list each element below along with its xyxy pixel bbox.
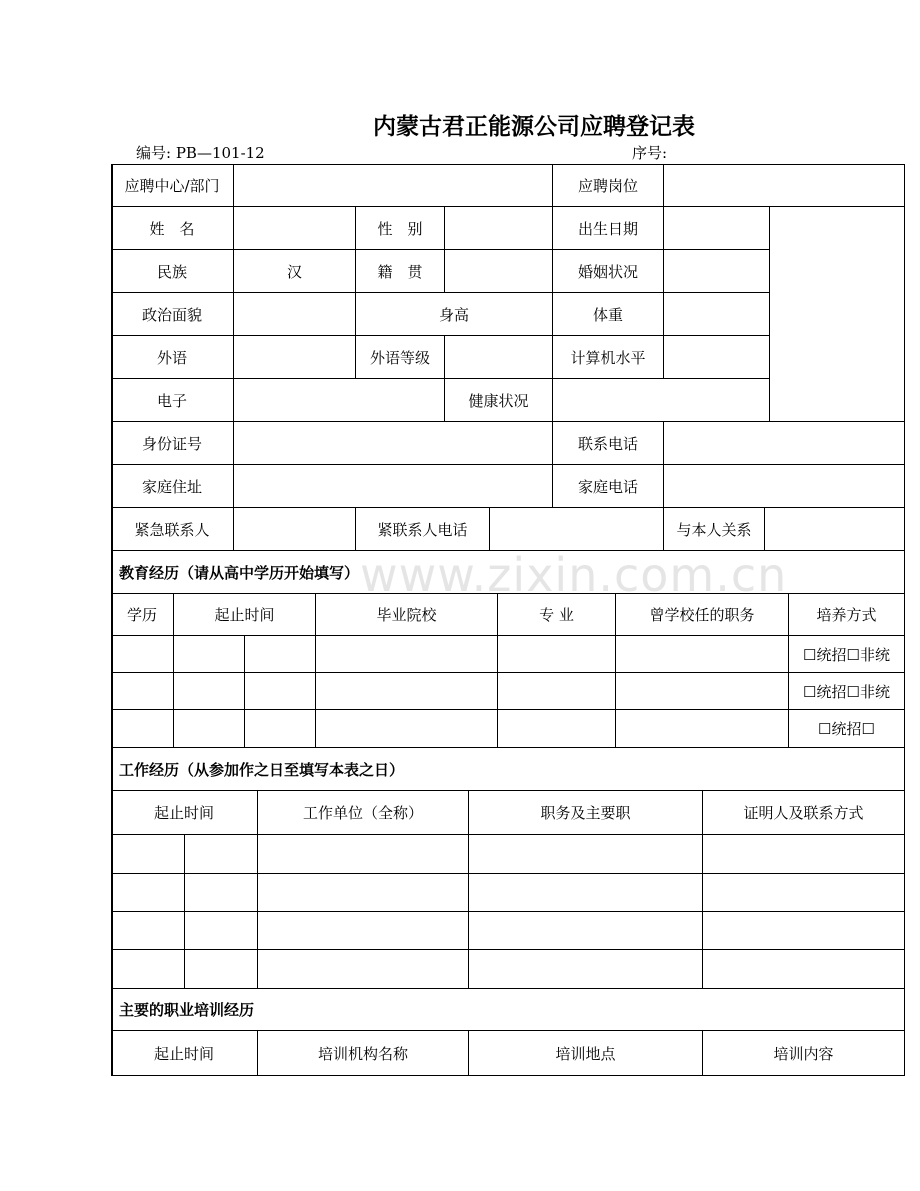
- native-place-field[interactable]: [445, 250, 553, 293]
- training-header-content: 培训内容: [703, 1031, 905, 1076]
- apply-position-field[interactable]: [664, 164, 905, 207]
- work-cell[interactable]: [111, 835, 185, 874]
- email-label: 电子: [111, 379, 234, 422]
- training-header-period: 起止时间: [111, 1031, 258, 1076]
- work-cell[interactable]: [469, 912, 703, 950]
- photo-area[interactable]: [770, 207, 905, 422]
- ethnicity-label: 民族: [111, 250, 234, 293]
- phone-label: 联系电话: [553, 422, 664, 465]
- edu-cell[interactable]: [316, 710, 498, 748]
- work-cell[interactable]: [469, 950, 703, 989]
- emergency-contact-field[interactable]: [234, 508, 356, 551]
- apply-position-label: 应聘岗位: [553, 164, 664, 207]
- edu-cell[interactable]: [316, 636, 498, 673]
- work-cell[interactable]: [703, 950, 905, 989]
- edu-cell[interactable]: [245, 710, 316, 748]
- address-field[interactable]: [234, 465, 553, 508]
- work-header-employer: 工作单位（全称）: [258, 791, 469, 835]
- work-header-duties: 职务及主要职: [469, 791, 703, 835]
- height-label: 身高: [356, 293, 553, 336]
- work-cell[interactable]: [469, 874, 703, 912]
- work-cell[interactable]: [258, 912, 469, 950]
- gender-label: 性 别: [356, 207, 445, 250]
- edu-cell[interactable]: [174, 710, 245, 748]
- computer-label: 计算机水平: [553, 336, 664, 379]
- edu-cell[interactable]: [174, 636, 245, 673]
- edu-cell[interactable]: [616, 636, 789, 673]
- edu-cell[interactable]: [498, 636, 616, 673]
- apply-center-label: 应聘中心/部门: [111, 164, 234, 207]
- relation-field[interactable]: [765, 508, 905, 551]
- lang-level-field[interactable]: [445, 336, 553, 379]
- edu-header-period: 起止时间: [174, 594, 316, 636]
- marital-label: 婚姻状况: [553, 250, 664, 293]
- work-cell[interactable]: [703, 874, 905, 912]
- foreign-lang-field[interactable]: [234, 336, 356, 379]
- edu-header-degree: 学历: [111, 594, 174, 636]
- work-cell[interactable]: [185, 950, 258, 989]
- work-cell[interactable]: [258, 950, 469, 989]
- computer-field[interactable]: [664, 336, 770, 379]
- birthdate-field[interactable]: [664, 207, 770, 250]
- edu-cell[interactable]: [174, 673, 245, 710]
- form-code: 编号: PB—101-12: [136, 144, 265, 162]
- work-cell[interactable]: [185, 874, 258, 912]
- birthdate-label: 出生日期: [553, 207, 664, 250]
- relation-label: 与本人关系: [664, 508, 765, 551]
- edu-cell[interactable]: [111, 636, 174, 673]
- political-field[interactable]: [234, 293, 356, 336]
- training-section-title: 主要的职业培训经历: [111, 989, 905, 1031]
- watermark: www.zixin.com.cn: [360, 548, 788, 602]
- work-cell[interactable]: [258, 835, 469, 874]
- name-label: 姓 名: [111, 207, 234, 250]
- edu-cell[interactable]: [111, 673, 174, 710]
- training-mode-checkbox[interactable]: ☐统招☐非统: [789, 673, 905, 710]
- training-mode-checkbox[interactable]: ☐统招☐非统: [789, 636, 905, 673]
- edu-cell[interactable]: [498, 710, 616, 748]
- training-mode-checkbox[interactable]: ☐统招☐: [789, 710, 905, 748]
- marital-field[interactable]: [664, 250, 770, 293]
- emergency-contact-label: 紧急联系人: [111, 508, 234, 551]
- ethnicity-field[interactable]: 汉: [234, 250, 356, 293]
- home-phone-field[interactable]: [664, 465, 905, 508]
- work-cell[interactable]: [185, 835, 258, 874]
- health-field[interactable]: [553, 379, 770, 422]
- foreign-lang-label: 外语: [111, 336, 234, 379]
- education-section-title: 教育经历（请从高中学历开始填写）: [111, 551, 905, 594]
- native-place-label: 籍 贯: [356, 250, 445, 293]
- weight-label: 体重: [553, 293, 664, 336]
- weight-field[interactable]: [664, 293, 770, 336]
- edu-cell[interactable]: [245, 673, 316, 710]
- lang-level-label: 外语等级: [356, 336, 445, 379]
- email-field[interactable]: [234, 379, 445, 422]
- training-header-location: 培训地点: [469, 1031, 703, 1076]
- work-cell[interactable]: [111, 912, 185, 950]
- name-field[interactable]: [234, 207, 356, 250]
- edu-cell[interactable]: [616, 673, 789, 710]
- emergency-phone-field[interactable]: [490, 508, 664, 551]
- home-phone-label: 家庭电话: [553, 465, 664, 508]
- edu-cell[interactable]: [616, 710, 789, 748]
- edu-header-school: 毕业院校: [316, 594, 498, 636]
- health-label: 健康状况: [445, 379, 553, 422]
- work-header-period: 起止时间: [111, 791, 258, 835]
- political-label: 政治面貌: [111, 293, 234, 336]
- edu-header-mode: 培养方式: [789, 594, 905, 636]
- edu-cell[interactable]: [498, 673, 616, 710]
- work-cell[interactable]: [469, 835, 703, 874]
- edu-cell[interactable]: [245, 636, 316, 673]
- work-cell[interactable]: [185, 912, 258, 950]
- address-label: 家庭住址: [111, 465, 234, 508]
- registration-form-table: [111, 164, 905, 1076]
- edu-header-major: 专 业: [498, 594, 616, 636]
- edu-cell[interactable]: [316, 673, 498, 710]
- work-section-title: 工作经历（从参加作之日至填写本表之日）: [111, 748, 905, 791]
- work-header-reference: 证明人及联系方式: [703, 791, 905, 835]
- work-cell[interactable]: [703, 912, 905, 950]
- work-cell[interactable]: [111, 950, 185, 989]
- apply-center-field[interactable]: [234, 164, 553, 207]
- phone-field[interactable]: [664, 422, 905, 465]
- training-header-institution: 培训机构名称: [258, 1031, 469, 1076]
- form-title: 内蒙古君正能源公司应聘登记表: [373, 113, 695, 140]
- id-number-field[interactable]: [234, 422, 553, 465]
- work-cell[interactable]: [703, 835, 905, 874]
- edu-cell[interactable]: [111, 710, 174, 748]
- work-cell[interactable]: [111, 874, 185, 912]
- emergency-phone-label: 紧联系人电话: [356, 508, 490, 551]
- serial-number-label: 序号:: [632, 144, 668, 162]
- id-number-label: 身份证号: [111, 422, 234, 465]
- work-cell[interactable]: [258, 874, 469, 912]
- gender-field[interactable]: [445, 207, 553, 250]
- edu-header-position: 曾学校任的职务: [616, 594, 789, 636]
